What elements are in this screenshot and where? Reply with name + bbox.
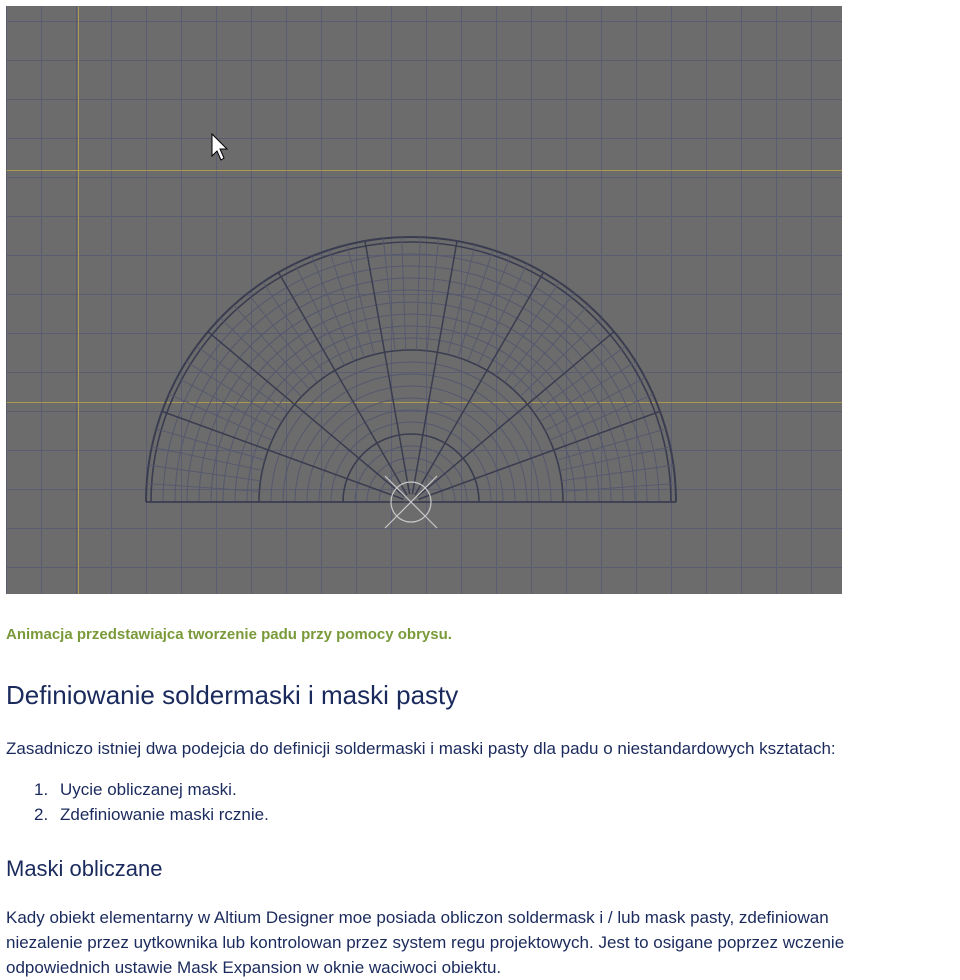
paragraph-line: niezalenie przez uytkownika lub kontrolowan przez system regu projektowych. Jest to osigane poprzez wczenie	[6, 933, 845, 952]
figure-caption: Animacja przedstawiajca tworzenie padu przy pomocy obrysu.	[6, 626, 452, 643]
paragraph-line: odpowiednich ustawie Mask Expansion w oknie waciwoci obiektu.	[6, 958, 502, 977]
pcb-editor-canvas[interactable]	[6, 6, 842, 594]
approach-list	[34, 777, 269, 827]
canvas-background	[6, 6, 842, 594]
paragraph-line: Kady obiekt elementarny w Altium Designer moe posiada obliczon soldermask i / lub mask pasty, zdefiniowan	[6, 908, 829, 927]
list-item: 2. Zdefiniowanie maski rcznie.	[34, 805, 269, 824]
list-item: 1. Uycie obliczanej maski.	[34, 780, 237, 799]
pcb-drawing[interactable]	[6, 6, 842, 594]
computed-masks-paragraph	[6, 905, 844, 980]
intro-paragraph: Zasadniczo istniej dwa podejcia do definicji soldermaski i maski pasty dla padu o niestandardowych ksztatach:	[6, 739, 836, 758]
section-title-solder-mask: Definiowanie soldermaski i maski pasty	[6, 680, 459, 710]
section-title-computed-masks: Maski obliczane	[6, 856, 163, 881]
